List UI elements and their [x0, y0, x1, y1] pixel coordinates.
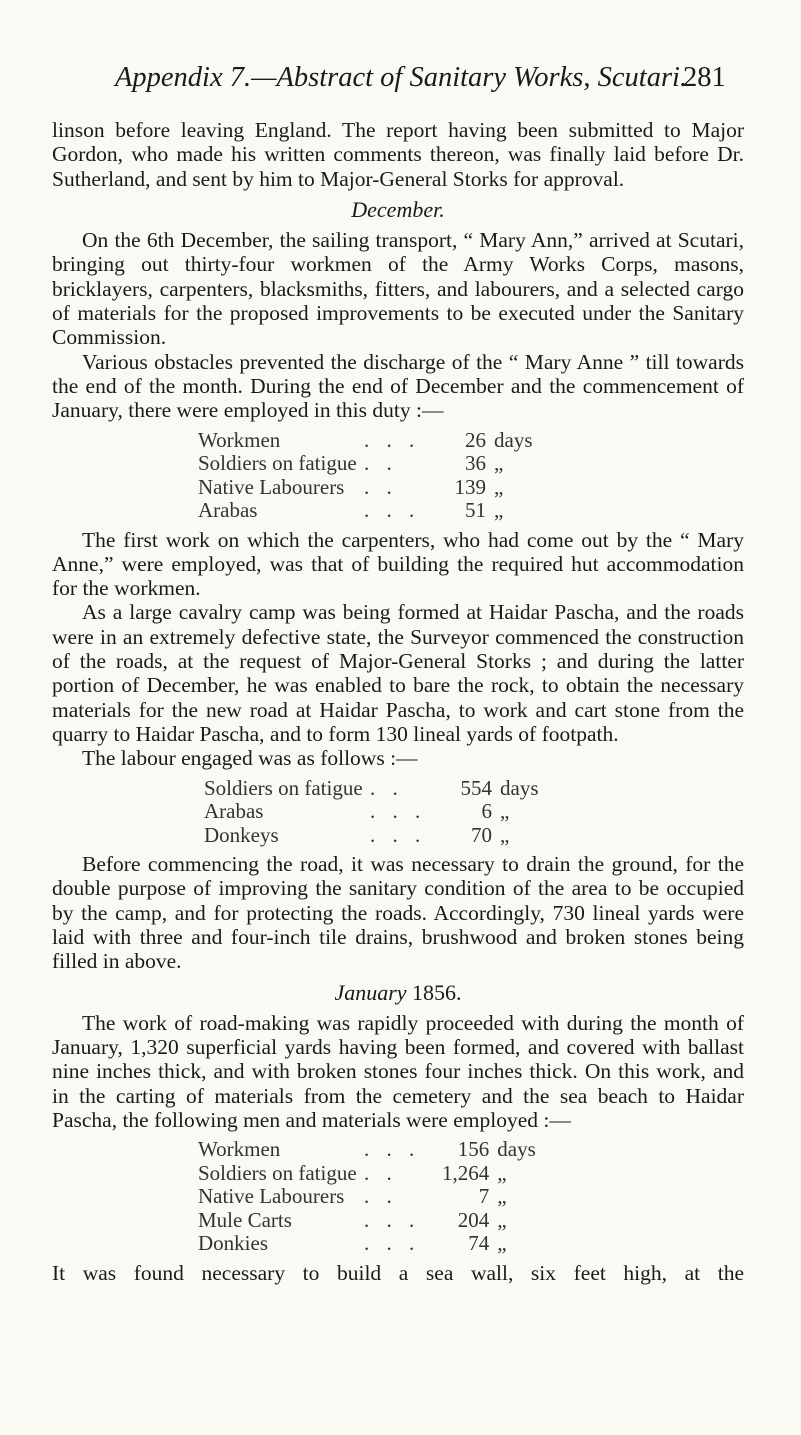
- row-value: 36: [465, 451, 486, 476]
- running-header: [115, 62, 726, 94]
- row-unit: „: [494, 451, 504, 476]
- table-row: [198, 476, 533, 500]
- row-value: 554: [460, 775, 492, 800]
- heading-year: 1856.: [412, 979, 462, 1005]
- row-leader: . . .: [364, 1137, 421, 1162]
- row-leader: . .: [370, 775, 404, 800]
- table-row: [198, 429, 533, 453]
- heading-month: January: [334, 979, 407, 1005]
- table-row: [198, 1138, 536, 1162]
- paragraph: It was found necessary to build a sea wall, six feet high, at the: [52, 1260, 744, 1285]
- row-label: Soldiers on fatigue: [198, 451, 357, 476]
- running-title: Appendix 7.—Abstract of Sanitary Works, Scutari.: [115, 62, 688, 93]
- paragraph: Before commencing the road, it was necessary to drain the ground, for the double purpose of improving the sanitary condition of the area to be occupied by the camp, and for protecting the roads. Accordingly, 730 lineal yards were laid with three and four-inch tile drains, brushwood and broken stones being filled in above.: [52, 852, 744, 974]
- row-value: 70: [471, 822, 492, 847]
- row-label: Donkeys: [204, 822, 279, 847]
- section-heading-december: December.: [351, 196, 445, 222]
- table-row: [198, 499, 533, 523]
- table-row: [204, 824, 539, 848]
- row-value: 6: [481, 799, 492, 824]
- row-unit: days: [500, 775, 539, 800]
- row-unit: „: [500, 799, 510, 824]
- row-value: 139: [454, 474, 486, 499]
- table-row: [198, 1162, 536, 1186]
- row-unit: „: [494, 474, 504, 499]
- table-row: [198, 1232, 536, 1256]
- row-label: Arabas: [204, 799, 264, 824]
- labour-table-footpath: [204, 777, 539, 848]
- row-label: Workmen: [198, 1137, 281, 1162]
- row-value: 26: [465, 427, 486, 452]
- row-label: Mule Carts: [198, 1207, 292, 1232]
- table-row: [204, 800, 539, 824]
- paragraph: The first work on which the carpenters, who had come out by the “ Mary Anne,” were employed, was that of building the required hut accommodation for the workmen.: [52, 527, 744, 601]
- table-row: [198, 1209, 536, 1233]
- row-leader: . .: [364, 1160, 398, 1185]
- page-number: 281: [683, 62, 726, 93]
- row-leader: . .: [364, 1184, 398, 1209]
- row-unit: „: [494, 498, 504, 523]
- row-unit: „: [497, 1207, 507, 1232]
- row-unit: „: [497, 1184, 507, 1209]
- row-leader: . . .: [364, 1207, 421, 1232]
- paragraph: As a large cavalry camp was being formed at Haidar Pascha, and the roads were in an extremely defective state, the Surveyor commenced the construction of the roads, at the request of Major-General Storks ; and during the latter portion of December, he was enabled to bare the rock, to obtain the necessary materials for the new road at Haidar Pascha, to work and cart stone from the quarry to Haidar Pascha, and to form 130 lineal yards of footpath.: [52, 600, 744, 746]
- row-unit: days: [497, 1137, 536, 1162]
- row-leader: . . .: [364, 498, 421, 523]
- row-value: 1,264: [442, 1160, 490, 1185]
- body-text: [52, 118, 744, 1285]
- row-label: Arabas: [198, 498, 258, 523]
- labour-table-december: [198, 429, 533, 523]
- row-label: Workmen: [198, 427, 281, 452]
- row-leader: . . .: [370, 822, 427, 847]
- row-label: Soldiers on fatigue: [198, 1160, 357, 1185]
- table-row: [204, 777, 539, 801]
- paragraph: The labour engaged was as follows :—: [82, 746, 418, 771]
- row-value: 204: [457, 1207, 490, 1232]
- row-leader: . . .: [370, 799, 427, 824]
- row-unit: „: [500, 822, 510, 847]
- row-leader: . .: [364, 474, 398, 499]
- paragraph: On the 6th December, the sailing transport, “ Mary Ann,” arrived at Scutari, bringing out thirty-four workmen of the Army Works Corps, masons, bricklayers, carpenters, blacksmiths, fitters, and labourers, and a selected cargo of materials for the proposed improvements to be executed under the Sanitary Commission.: [52, 228, 744, 350]
- row-leader: . . .: [364, 427, 421, 452]
- table-row: [198, 452, 533, 476]
- row-label: Donkies: [198, 1231, 268, 1256]
- row-value: 7: [478, 1184, 490, 1209]
- row-value: 74: [468, 1231, 490, 1256]
- row-label: Native Labourers: [198, 474, 345, 499]
- row-unit: „: [497, 1160, 507, 1185]
- table-row: [198, 1185, 536, 1209]
- paragraph: Various obstacles prevented the discharge of the “ Mary Anne ” till towards the end of the month. During the end of December and the commencement of January, there were employed in this duty :—: [52, 349, 744, 423]
- row-label: Native Labourers: [198, 1184, 345, 1209]
- row-unit: „: [497, 1231, 507, 1256]
- row-leader: . . .: [364, 1231, 421, 1256]
- row-value: 51: [465, 498, 486, 523]
- paragraph: linson before leaving England. The report having been submitted to Major Gordon, who made his written comments thereon, was finally laid before Dr. Sutherland, and sent by him to Major-General Storks for approval.: [52, 118, 744, 191]
- row-value: 156: [457, 1137, 490, 1162]
- row-leader: . .: [364, 451, 398, 476]
- section-heading-january: [52, 981, 744, 1005]
- labour-table-january: [198, 1138, 536, 1256]
- row-unit: days: [494, 427, 533, 452]
- paragraph: The work of road-making was rapidly proceeded with during the month of January, 1,320 superficial yards having been formed, and covered with ballast nine inches thick, and with broken stones four inches thick. On this work, and in the carting of materials from the cemetery and the sea beach to Haidar Pascha, the following men and materials were employed :—: [52, 1010, 744, 1132]
- row-label: Soldiers on fatigue: [204, 775, 363, 800]
